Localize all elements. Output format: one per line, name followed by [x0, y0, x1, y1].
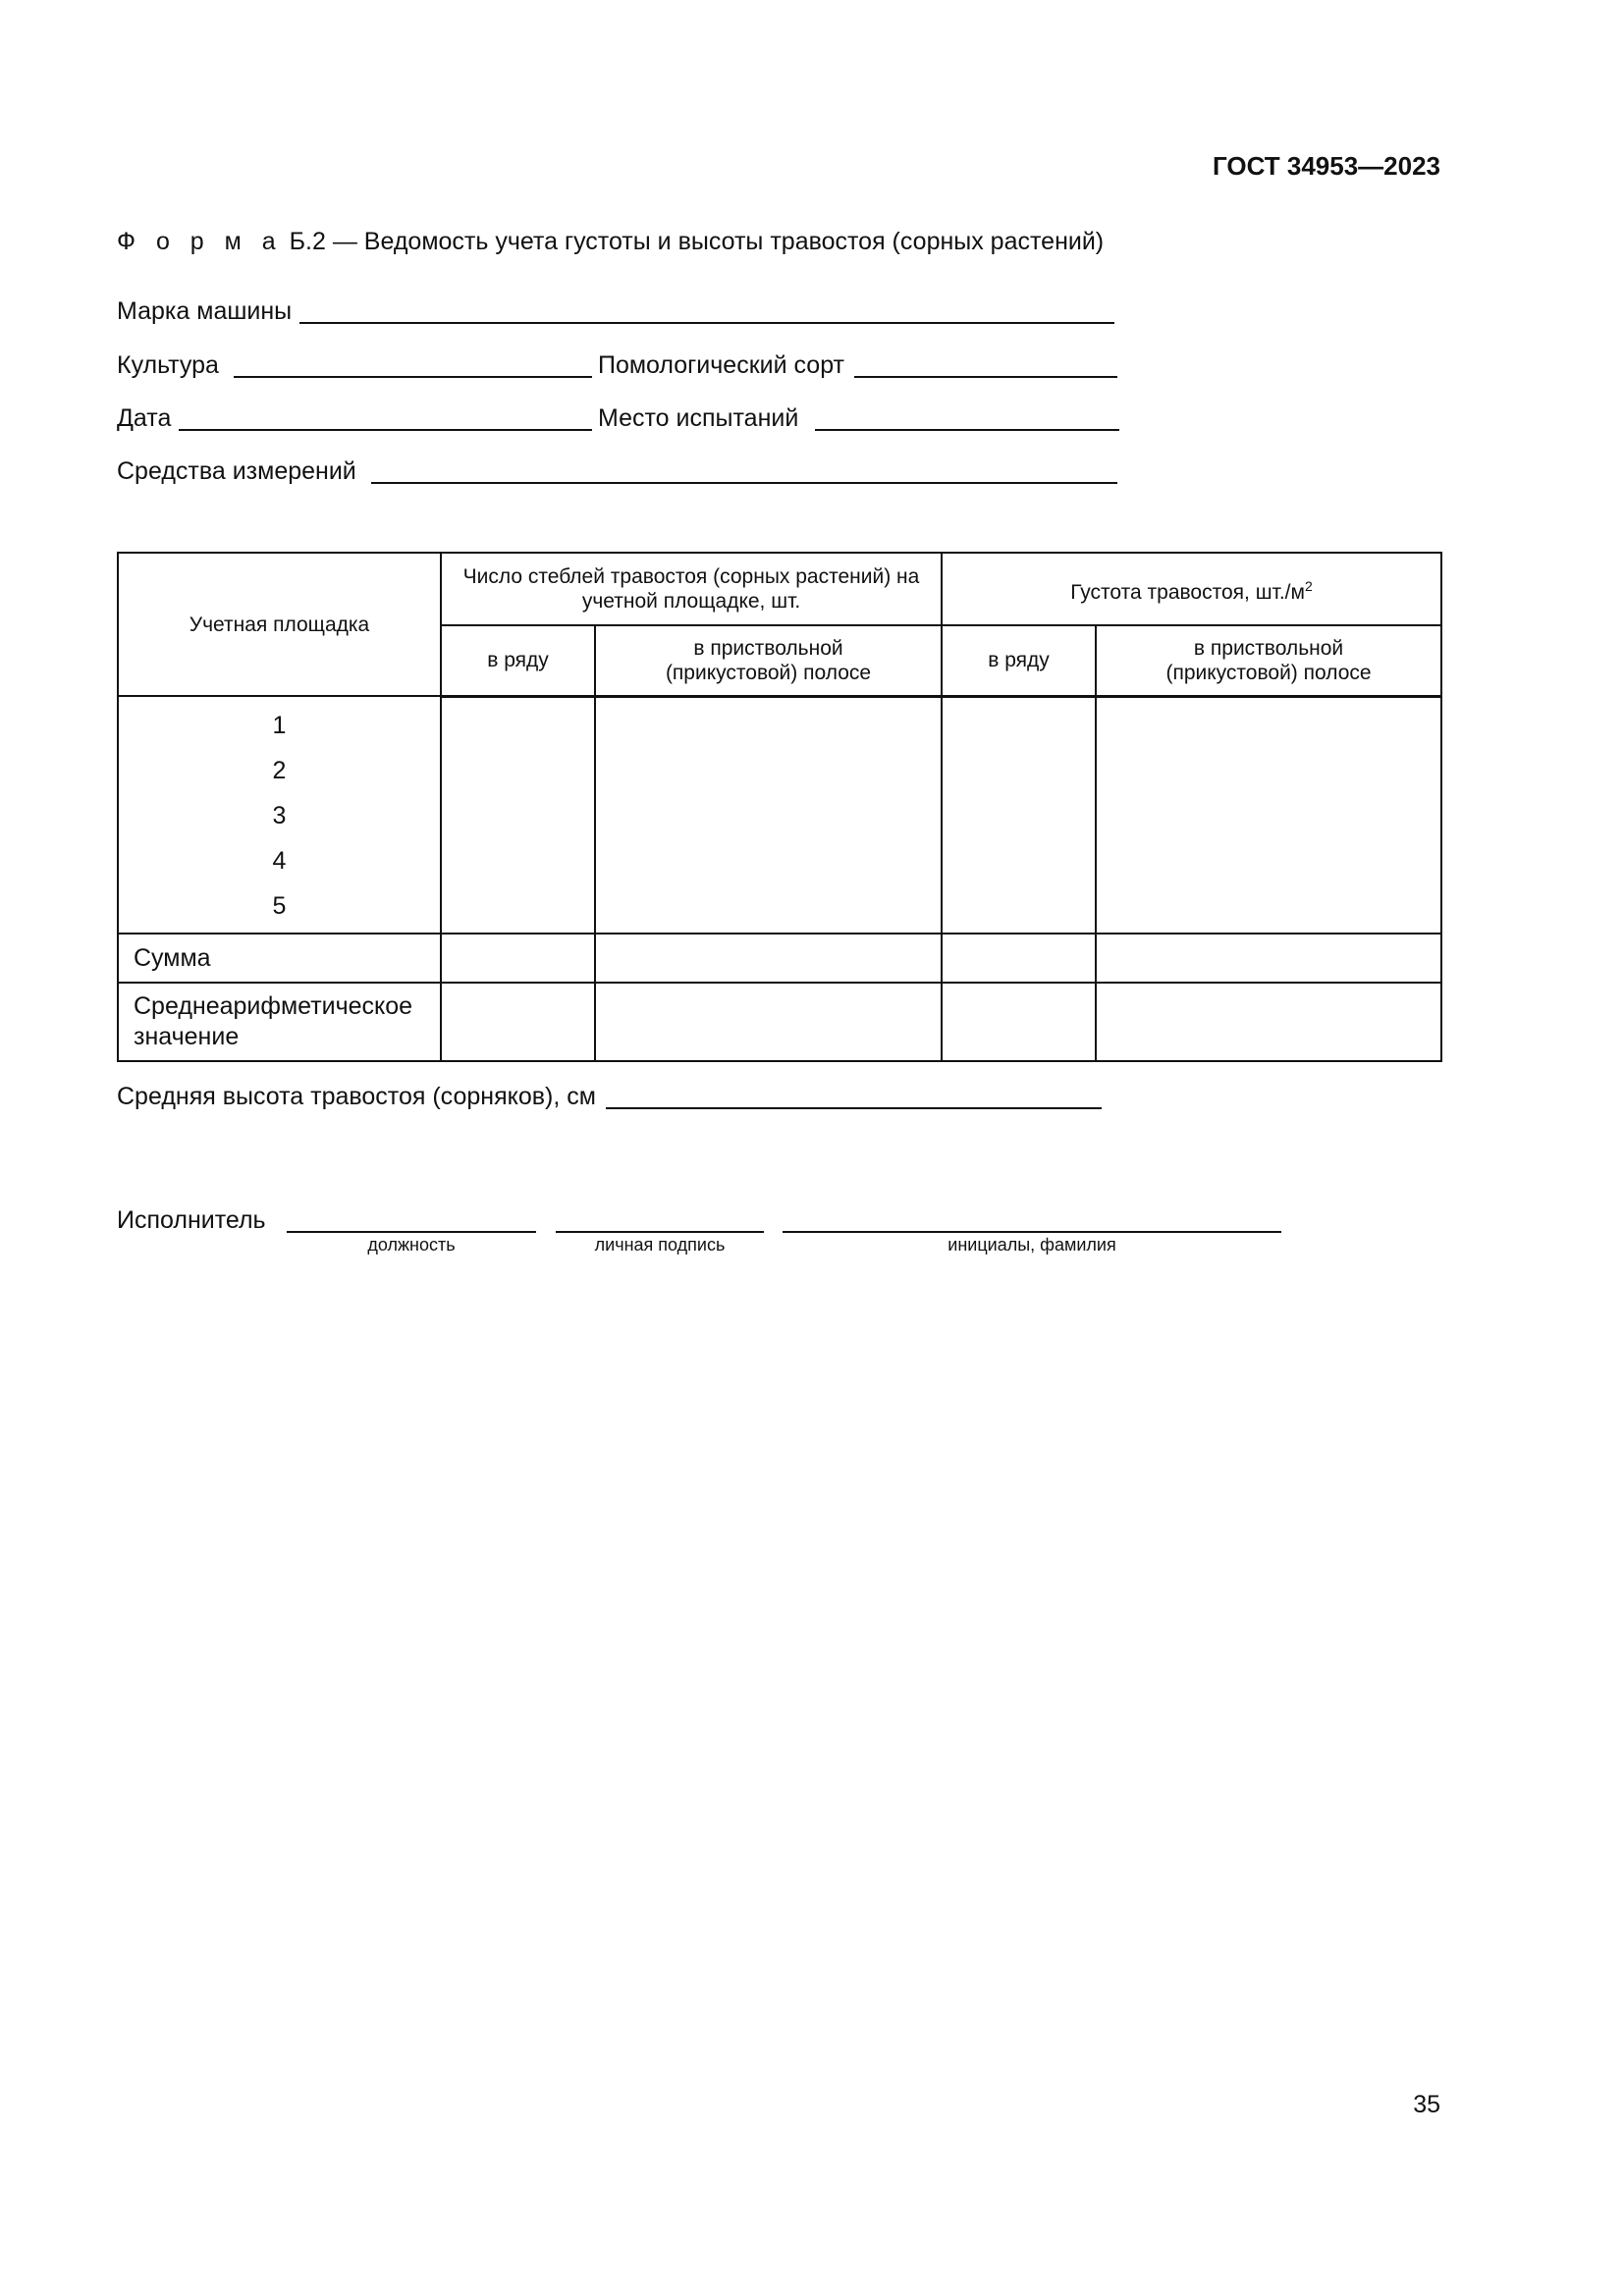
mean-density-strip[interactable] — [1096, 983, 1441, 1061]
header-density-sup: 2 — [1304, 577, 1313, 594]
mean-density-row[interactable] — [942, 983, 1096, 1061]
document-id: ГОСТ 34953—2023 — [1213, 151, 1440, 181]
field-machine-line[interactable] — [299, 322, 1114, 324]
sum-label: Сумма — [118, 934, 441, 983]
mean-label: Среднеарифметическое значение — [118, 983, 441, 1061]
field-avg-height-label: Средняя высота травостоя (сорняков), см — [117, 1083, 596, 1110]
field-culture-line[interactable] — [234, 376, 592, 378]
cell-stems-row[interactable] — [441, 696, 595, 934]
plot-numbers-cell — [118, 696, 441, 934]
field-avg-height-line[interactable] — [606, 1107, 1102, 1109]
field-date-label: Дата — [117, 404, 172, 432]
header-stems-group: Число стеблей травостоя (сорных растений) на учетной площадке, шт. — [441, 553, 942, 625]
field-variety-label: Помологический сорт — [598, 351, 845, 379]
signature-position-line[interactable] — [287, 1231, 536, 1233]
header-density-group — [942, 553, 1441, 625]
field-variety-line[interactable] — [854, 376, 1117, 378]
sum-density-row[interactable] — [942, 934, 1096, 983]
plot-number: 5 — [272, 892, 287, 920]
subheader-stems-row: в ряду — [441, 625, 595, 696]
form-word: Ф о р м а — [117, 228, 283, 255]
mean-stems-strip[interactable] — [595, 983, 942, 1061]
sum-stems-strip[interactable] — [595, 934, 942, 983]
sum-density-strip[interactable] — [1096, 934, 1441, 983]
field-date-line[interactable] — [179, 429, 592, 431]
signature-label: Исполнитель — [117, 1206, 266, 1234]
field-place-label: Место испытаний — [598, 404, 799, 432]
field-machine-label: Марка машины — [117, 297, 293, 325]
cell-stems-strip[interactable] — [595, 696, 942, 934]
field-place-line[interactable] — [815, 429, 1119, 431]
subheader-stems-strip: в приствольной (прикустовой) полосе — [595, 625, 942, 696]
plot-number: 4 — [272, 847, 287, 875]
subheader-density-row: в ряду — [942, 625, 1096, 696]
page-number: 35 — [1413, 2091, 1440, 2118]
field-instruments-line[interactable] — [371, 482, 1117, 484]
tally-table — [117, 552, 1442, 1062]
mean-stems-row[interactable] — [441, 983, 595, 1061]
signature-name-line[interactable] — [783, 1231, 1281, 1233]
signature-sign-line[interactable] — [556, 1231, 764, 1233]
plot-number: 1 — [272, 712, 287, 739]
cell-density-strip[interactable] — [1096, 696, 1441, 934]
field-instruments-label: Средства измерений — [117, 457, 356, 485]
cell-density-row[interactable] — [942, 696, 1096, 934]
signature-position-caption: должность — [367, 1235, 456, 1255]
plot-number: 3 — [272, 802, 287, 829]
plot-number: 2 — [272, 757, 287, 784]
signature-sign-caption: личная подпись — [594, 1235, 726, 1255]
sum-stems-row[interactable] — [441, 934, 595, 983]
header-plot: Учетная площадка — [118, 553, 441, 696]
subheader-density-strip: в приствольной (прикустовой) полосе — [1096, 625, 1441, 696]
signature-name-caption: инициалы, фамилия — [947, 1235, 1116, 1255]
field-culture-label: Культура — [117, 351, 219, 379]
form-title — [117, 228, 1104, 256]
form-title-text: Б.2 — Ведомость учета густоты и высоты травостоя (сорных растений) — [282, 228, 1105, 255]
header-density-text: Густота травостоя, шт./м — [1070, 580, 1305, 604]
